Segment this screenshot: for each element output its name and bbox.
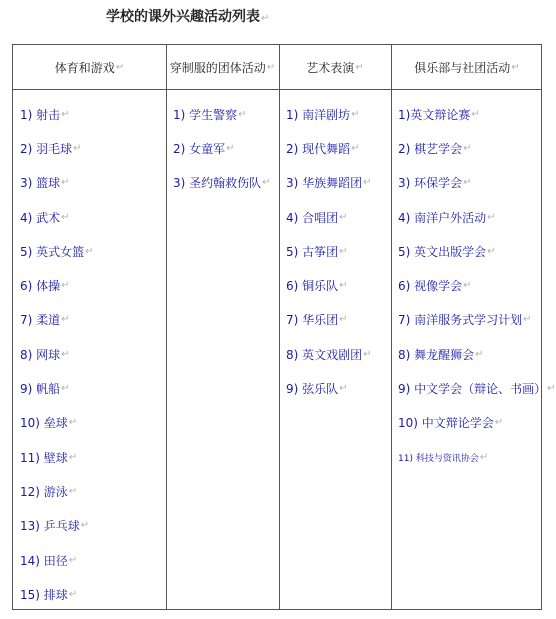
list-item [20,337,94,371]
paragraph-mark: ↵ [68,485,78,497]
item-text: 12) 游泳 [20,484,68,499]
paragraph-mark: ↵ [487,211,496,223]
list-item [398,166,556,200]
header-clubs: 俱乐部与社团活动 ↵ [414,60,520,75]
item-text: 5) 英文出版学会 [398,244,487,259]
paragraph-mark: ↵ [463,177,472,189]
list-item [398,406,556,440]
item-text: 3) 环保学会 [398,176,463,191]
paragraph-mark: ↵ [61,108,70,120]
list-item [20,371,94,405]
paragraph-mark: ↵ [68,554,78,566]
list-item [286,268,372,302]
paragraph-mark: ↵ [363,177,372,189]
item-text: 1) 学生警察 [173,107,238,122]
list-item [398,131,556,165]
item-text: 9) 中文学会（辩论、书画） [398,382,547,397]
paragraph-mark: ↵ [68,417,78,429]
item-text: 8) 舞龙醒狮会 [398,347,475,362]
item-text: 7) 南洋服务式学习计划 [398,313,523,328]
paragraph-mark: ↵ [479,451,489,463]
item-text: 11) 科技与资讯协会 [398,453,479,464]
list-item [286,371,372,405]
item-text: 1)英文辩论赛 [398,107,471,122]
paragraph-mark: ↵ [339,280,348,292]
item-text: 10) 中文辩论学会 [398,416,494,431]
item-text: 8) 网球 [20,347,61,362]
list-item [286,337,372,371]
column-clubs [398,97,556,474]
paragraph-mark: ↵ [463,280,472,292]
paragraph-mark: ↵ [226,142,235,154]
list-item [398,200,556,234]
list-item [20,303,94,337]
paragraph-mark: ↵ [61,177,70,189]
list-item [20,577,94,611]
item-text: 4) 合唱团 [286,210,339,225]
paragraph-mark: ↵ [61,280,70,292]
item-text: 9) 弦乐队 [286,382,339,397]
paragraph-mark: ↵ [339,314,348,326]
item-text: 7) 华乐团 [286,313,339,328]
paragraph-mark: ↵ [262,177,271,189]
paragraph-mark: ↵ [339,211,348,223]
paragraph-mark: ↵ [363,348,372,360]
column-arts [286,97,372,406]
header-uniformed: 穿制服的团体活动 ↵ [169,60,276,75]
paragraph-mark: ↵ [494,417,504,429]
paragraph-mark: ↵ [339,245,348,257]
item-text: 9) 帆船 [20,382,61,397]
list-item [398,268,556,302]
header-sports: 体育和游戏 ↵ [54,60,125,75]
paragraph-mark: ↵ [463,142,472,154]
item-text: 2) 女童军 [173,141,226,156]
list-item [173,166,271,200]
list-item [398,440,556,474]
item-text: 5) 古筝团 [286,244,339,259]
list-item [398,97,556,131]
item-text: 5) 英式女篮 [20,244,85,259]
paragraph-mark: ↵ [475,348,484,360]
paragraph-mark: ↵ [351,108,360,120]
paragraph-mark: ↵ [238,108,247,120]
item-text: 13) 乒乓球 [20,519,80,534]
paragraph-mark: ↵ [73,142,82,154]
column-divider [166,45,167,609]
item-text: 10) 垒球 [20,416,68,431]
item-text: 1) 南洋剧坊 [286,107,351,122]
paragraph-mark: ↵ [547,383,556,395]
column-uniformed [173,97,271,200]
list-item [20,474,94,508]
item-text: 11) 壁球 [20,450,68,465]
item-text: 2) 现代舞蹈 [286,141,351,156]
header-arts: 艺术表演 ↵ [306,60,364,75]
list-item [398,303,556,337]
item-text: 2) 棋艺学会 [398,141,463,156]
item-text: 6) 体操 [20,279,61,294]
item-text: 6) 视像学会 [398,279,463,294]
paragraph-mark: ↵ [61,211,70,223]
column-sports [20,97,94,611]
item-text: 3) 圣约翰救伤队 [173,176,262,191]
item-text: 3) 华族舞蹈团 [286,176,363,191]
page-title: 学校的课外兴趣活动列表↵ [106,9,270,25]
list-item [286,200,372,234]
item-text: 3) 篮球 [20,176,61,191]
list-item [20,509,94,543]
paragraph-mark: ↵ [523,314,532,326]
item-text: 6) 铜乐队 [286,279,339,294]
paragraph-mark: ↵ [68,451,78,463]
list-item [20,406,94,440]
item-text: 1) 射击 [20,107,61,122]
item-text: 4) 南洋户外活动 [398,210,487,225]
list-item [20,131,94,165]
list-item [398,234,556,268]
list-item [173,131,271,165]
item-text: 7) 柔道 [20,313,61,328]
item-text: 2) 羽毛球 [20,141,73,156]
list-item [286,166,372,200]
list-item [286,131,372,165]
paragraph-mark: ↵ [351,142,360,154]
item-text: 14) 田径 [20,553,68,568]
paragraph-mark: ↵ [61,383,70,395]
paragraph-mark: ↵ [471,108,480,120]
column-divider [279,45,280,609]
list-item [20,268,94,302]
paragraph-mark: ↵ [339,383,348,395]
list-item [20,440,94,474]
list-item [398,371,556,405]
list-item [20,543,94,577]
activity-table [12,44,556,610]
paragraph-mark: ↵ [487,245,496,257]
list-item [286,303,372,337]
list-item [20,200,94,234]
paragraph-mark: ↵ [61,348,70,360]
list-item [173,97,271,131]
paragraph-mark: ↵ [68,588,78,600]
paragraph-mark: ↵ [80,520,90,532]
list-item [286,234,372,268]
column-divider [391,45,392,609]
list-item [398,337,556,371]
item-text: 4) 武术 [20,210,61,225]
list-item [20,166,94,200]
item-text: 8) 英文戏剧团 [286,347,363,362]
list-item [286,97,372,131]
paragraph-mark: ↵ [61,314,70,326]
list-item [20,234,94,268]
paragraph-mark: ↵ [85,245,94,257]
header-divider [13,89,541,90]
list-item [20,97,94,131]
item-text: 15) 排球 [20,587,68,602]
